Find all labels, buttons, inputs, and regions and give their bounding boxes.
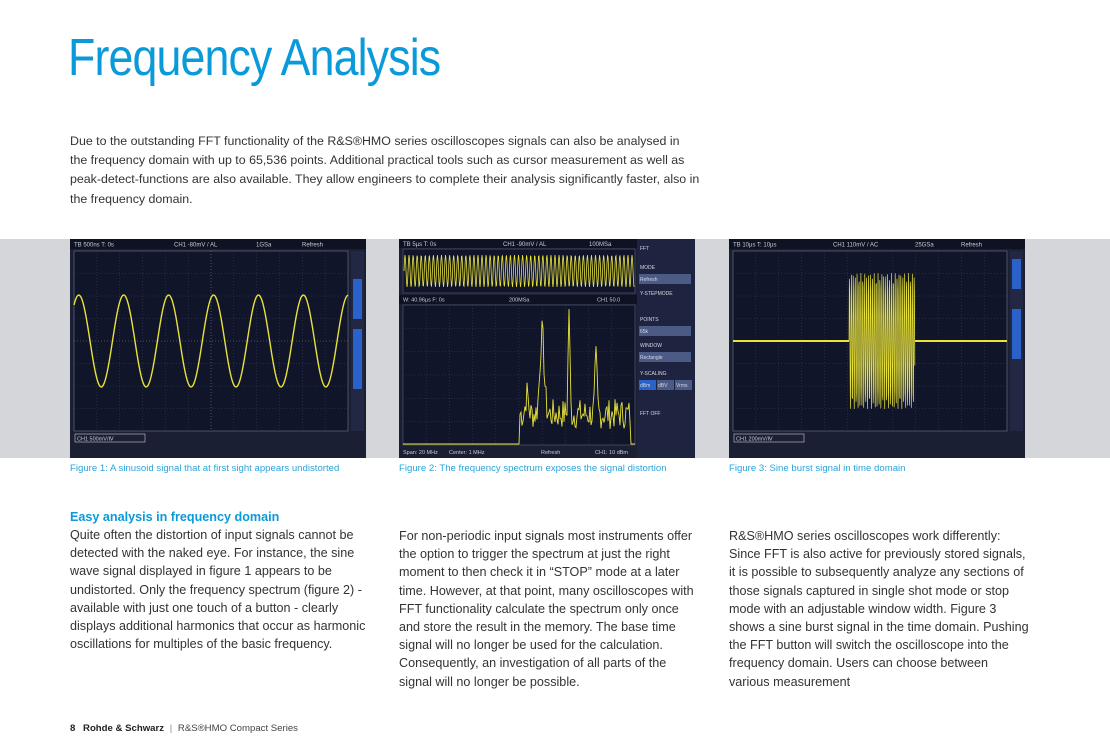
page-footer	[70, 723, 298, 734]
scope-2-display	[399, 239, 695, 458]
fig2-menu-item: FFT OFF	[640, 411, 661, 417]
fig2-menu-item: Y-STEPMODE	[640, 291, 673, 297]
scope-3-display	[729, 239, 1025, 458]
fig1-channel: CH1 -80mV / AL	[174, 242, 218, 249]
fig2-window: W: 40.96µs F: 0s	[403, 297, 445, 304]
scope-1-display	[70, 239, 366, 458]
fig2-channel: CH1 -90mV / AL	[503, 242, 547, 248]
intro-paragraph: Due to the outstanding FFT functionality of the R&S®HMO series oscilloscopes signals can also be analysed in the frequency domain with up to 65,536 points. Additional practical tools such as cursor measurement as well as peak-detect-functions are also available. They allow engineers to complete their analysis significantly faster, also in the frequency domain.	[70, 134, 700, 206]
brand-name: Rohde & Schwarz	[83, 723, 165, 734]
figure-1-caption: Figure 1: A sinusoid signal that at first sight appears undistorted	[70, 463, 340, 474]
page-number: 8	[70, 723, 76, 734]
series-name: R&S®HMO Compact Series	[177, 723, 298, 734]
figure-2-caption: Figure 2: The frequency spectrum exposes the signal distortion	[399, 463, 667, 474]
figure-1-screenshot	[70, 239, 366, 458]
fig2-menu-item: WINDOW	[640, 343, 662, 349]
fig1-rate: 1GSa	[256, 242, 272, 249]
body-text-1: Quite often the distortion of input signals cannot be detected with the naked eye. For instance, the sine wave signal displayed in figure 1 appears to be undistorted. Only the frequency spectrum (figure 2) - available with just one touch of a button - clearly displays additional harmonics that occur as harmonic oscillations for multiples of the basic frequency.	[70, 528, 366, 652]
figure-3-screenshot	[729, 239, 1025, 458]
page-title: Frequency Analysis	[68, 29, 441, 87]
fig3-rate: 25GSa	[915, 242, 934, 249]
body-column-2	[399, 527, 699, 691]
body-text-2: For non-periodic input signals most instruments offer the option to trigger the spectrum at just the right moment to then check it in “STOP” mode at a later time. However, at that point, many oscilloscopes with FFT functionality calculate the spectrum only once and store the result in the memory. The base time signal will no longer be used for the calculation. Consequently, an investigation of all parts of the signal will no longer be possible.	[399, 529, 694, 689]
fig2-menu-item: Y-SCALING	[640, 371, 667, 377]
fig2-center: Center: 1 MHz	[449, 450, 485, 456]
fig2-menu-item: FFT	[640, 246, 650, 252]
fig2-menu-item: Vrms	[676, 383, 688, 389]
fig2-rate: 100MSa	[589, 242, 612, 248]
fig3-mode: Refresh	[961, 242, 983, 249]
fig2-menu-item: Refresh	[640, 277, 658, 283]
figure-2-screenshot	[399, 239, 695, 458]
body-column-1	[70, 509, 370, 653]
fig2-menu-item: dBm	[640, 383, 651, 389]
section-heading: Easy analysis in frequency domain	[70, 510, 280, 524]
fig1-mode: Refresh	[302, 242, 324, 249]
body-text-3: R&S®HMO series oscilloscopes work differently: Since FFT is also active for previously stored signals, it is possible to subsequently analyze any sections of those signals captured in single shot mode or stop mode with an adjustable window width. Figure 3 shows a sine burst signal in the time domain. Pushing the FFT button will switch the oscilloscope into the frequency domain. Users can choose between various measurement	[729, 529, 1029, 689]
fig3-timebase: TB 10µs T: 10µs	[733, 242, 777, 249]
fig2-timebase: TB 5µs T: 0s	[403, 242, 437, 248]
fig2-ch-scale: CH1: 10 dBm	[595, 450, 629, 456]
fig2-subchannel: CH1 50.0	[597, 297, 621, 304]
fig2-menu-item: MODE	[640, 265, 655, 271]
fig2-menu-item: POINTS	[640, 317, 659, 323]
fig3-scale-box: CH1 200mV/Ⅳ	[736, 436, 773, 443]
fig3-channel: CH1 110mV / AC	[833, 242, 879, 249]
fig1-timebase: TB 500ns T: 0s	[74, 242, 114, 249]
footer-separator: |	[169, 723, 173, 734]
fig2-subrate: 200MSa	[509, 297, 530, 304]
fig2-menu-item: Rectangle	[640, 355, 663, 361]
fig1-scale-box: CH1 500mV/Ⅳ	[77, 436, 114, 443]
fig2-mode: Refresh	[541, 450, 561, 456]
body-column-3	[729, 527, 1029, 691]
fig2-menu-item: 65k	[640, 329, 649, 335]
figure-3-caption: Figure 3: Sine burst signal in time domain	[729, 463, 906, 474]
fig2-span: Span: 20 MHz	[403, 450, 438, 456]
fig2-menu-item: dBV	[658, 383, 668, 389]
